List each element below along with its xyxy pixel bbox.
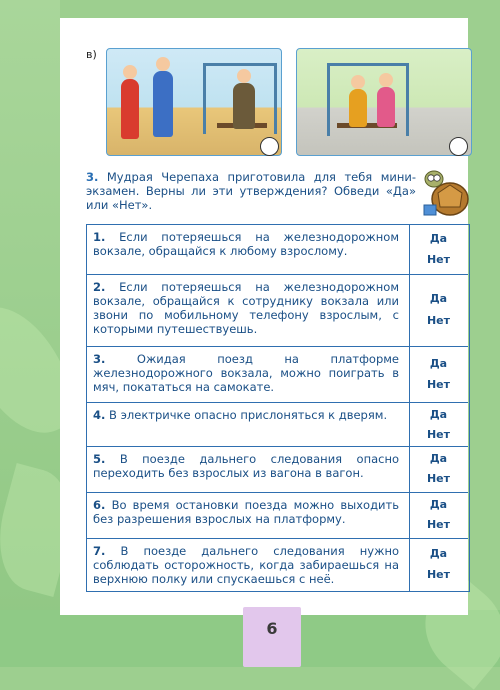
child-figure bbox=[349, 89, 367, 127]
answer-circle[interactable] bbox=[260, 137, 279, 156]
answer-cell bbox=[409, 403, 468, 446]
answer-yes[interactable]: Да bbox=[429, 232, 448, 245]
answer-yes[interactable]: Да bbox=[429, 452, 448, 465]
answer-cell bbox=[409, 347, 468, 402]
statement: 4. В электричке опасно прислоняться к дверям. bbox=[93, 408, 388, 422]
statement: 1. Если потеряешься на железнодорожном вокзале, обращайся к любому взрослому. bbox=[93, 230, 399, 258]
answer-yes[interactable]: Да bbox=[429, 292, 448, 305]
turtle-icon bbox=[420, 163, 472, 221]
answer-cell bbox=[409, 493, 468, 538]
illustration-bus-stop-1 bbox=[106, 48, 282, 156]
figure-label: в) bbox=[86, 48, 97, 61]
task-instruction: Мудрая Черепаха приготовила для тебя мини-экзамен. Верны ли эти утверждения? Обведи «Да» или «Нет». bbox=[86, 170, 416, 212]
answer-yes[interactable]: Да bbox=[429, 547, 448, 560]
table-row bbox=[87, 274, 468, 346]
task-number: 3. bbox=[86, 170, 99, 184]
statement: 5. В поезде дальнего следования опасно переходить без взрослых из вагона в вагон. bbox=[93, 452, 400, 480]
child-head bbox=[156, 57, 170, 71]
illustration-bus-stop-2 bbox=[296, 48, 472, 156]
adult-figure bbox=[233, 83, 255, 129]
table-row bbox=[87, 492, 468, 538]
child-figure bbox=[121, 79, 139, 139]
answer-cell bbox=[409, 275, 468, 346]
answer-no[interactable]: Нет bbox=[426, 253, 451, 266]
answer-no[interactable]: Нет bbox=[426, 568, 451, 581]
answer-no[interactable]: Нет bbox=[426, 428, 451, 441]
page-number-tab bbox=[243, 607, 301, 667]
table-row bbox=[87, 538, 468, 591]
answer-no[interactable]: Нет bbox=[426, 378, 451, 391]
page-number: 6 bbox=[266, 619, 278, 638]
answer-no[interactable]: Нет bbox=[426, 314, 451, 327]
answer-circle[interactable] bbox=[449, 137, 468, 156]
statement: 3. Ожидая поезд на платформе железнодорожного вокзала, можно поиграть в мяч, покататься на самокате. bbox=[93, 352, 399, 394]
statement: 2. Если потеряешься на железнодорожном вокзале, обращайся к сотруднику вокзала или звони по мобильному телефону взрослым, с которыми путешествуешь. bbox=[93, 280, 399, 336]
table-row bbox=[87, 225, 468, 274]
answer-cell bbox=[409, 447, 468, 492]
statement: 7. В поезде дальнего следования нужно соблюдать осторожность, когда забираешься на верхнюю полку или спускаешься с неё. bbox=[93, 544, 399, 586]
child-head bbox=[379, 73, 393, 87]
table-row bbox=[87, 346, 468, 402]
child-head bbox=[123, 65, 137, 79]
answer-cell bbox=[409, 225, 468, 274]
answer-no[interactable]: Нет bbox=[426, 472, 451, 485]
answer-yes[interactable]: Да bbox=[429, 408, 448, 421]
answer-cell bbox=[409, 539, 468, 591]
child-head bbox=[351, 75, 365, 89]
answer-yes[interactable]: Да bbox=[429, 498, 448, 511]
answer-no[interactable]: Нет bbox=[426, 518, 451, 531]
adult-head bbox=[237, 69, 251, 83]
table-row bbox=[87, 446, 468, 492]
task-text bbox=[86, 170, 416, 212]
child-figure bbox=[153, 71, 173, 137]
child-figure bbox=[377, 87, 395, 127]
answer-yes[interactable]: Да bbox=[429, 357, 448, 370]
statement: 6. Во время остановки поезда можно выходить без разрешения взрослых на платформу. bbox=[93, 498, 399, 526]
statements-table bbox=[86, 224, 470, 592]
table-row bbox=[87, 402, 468, 446]
